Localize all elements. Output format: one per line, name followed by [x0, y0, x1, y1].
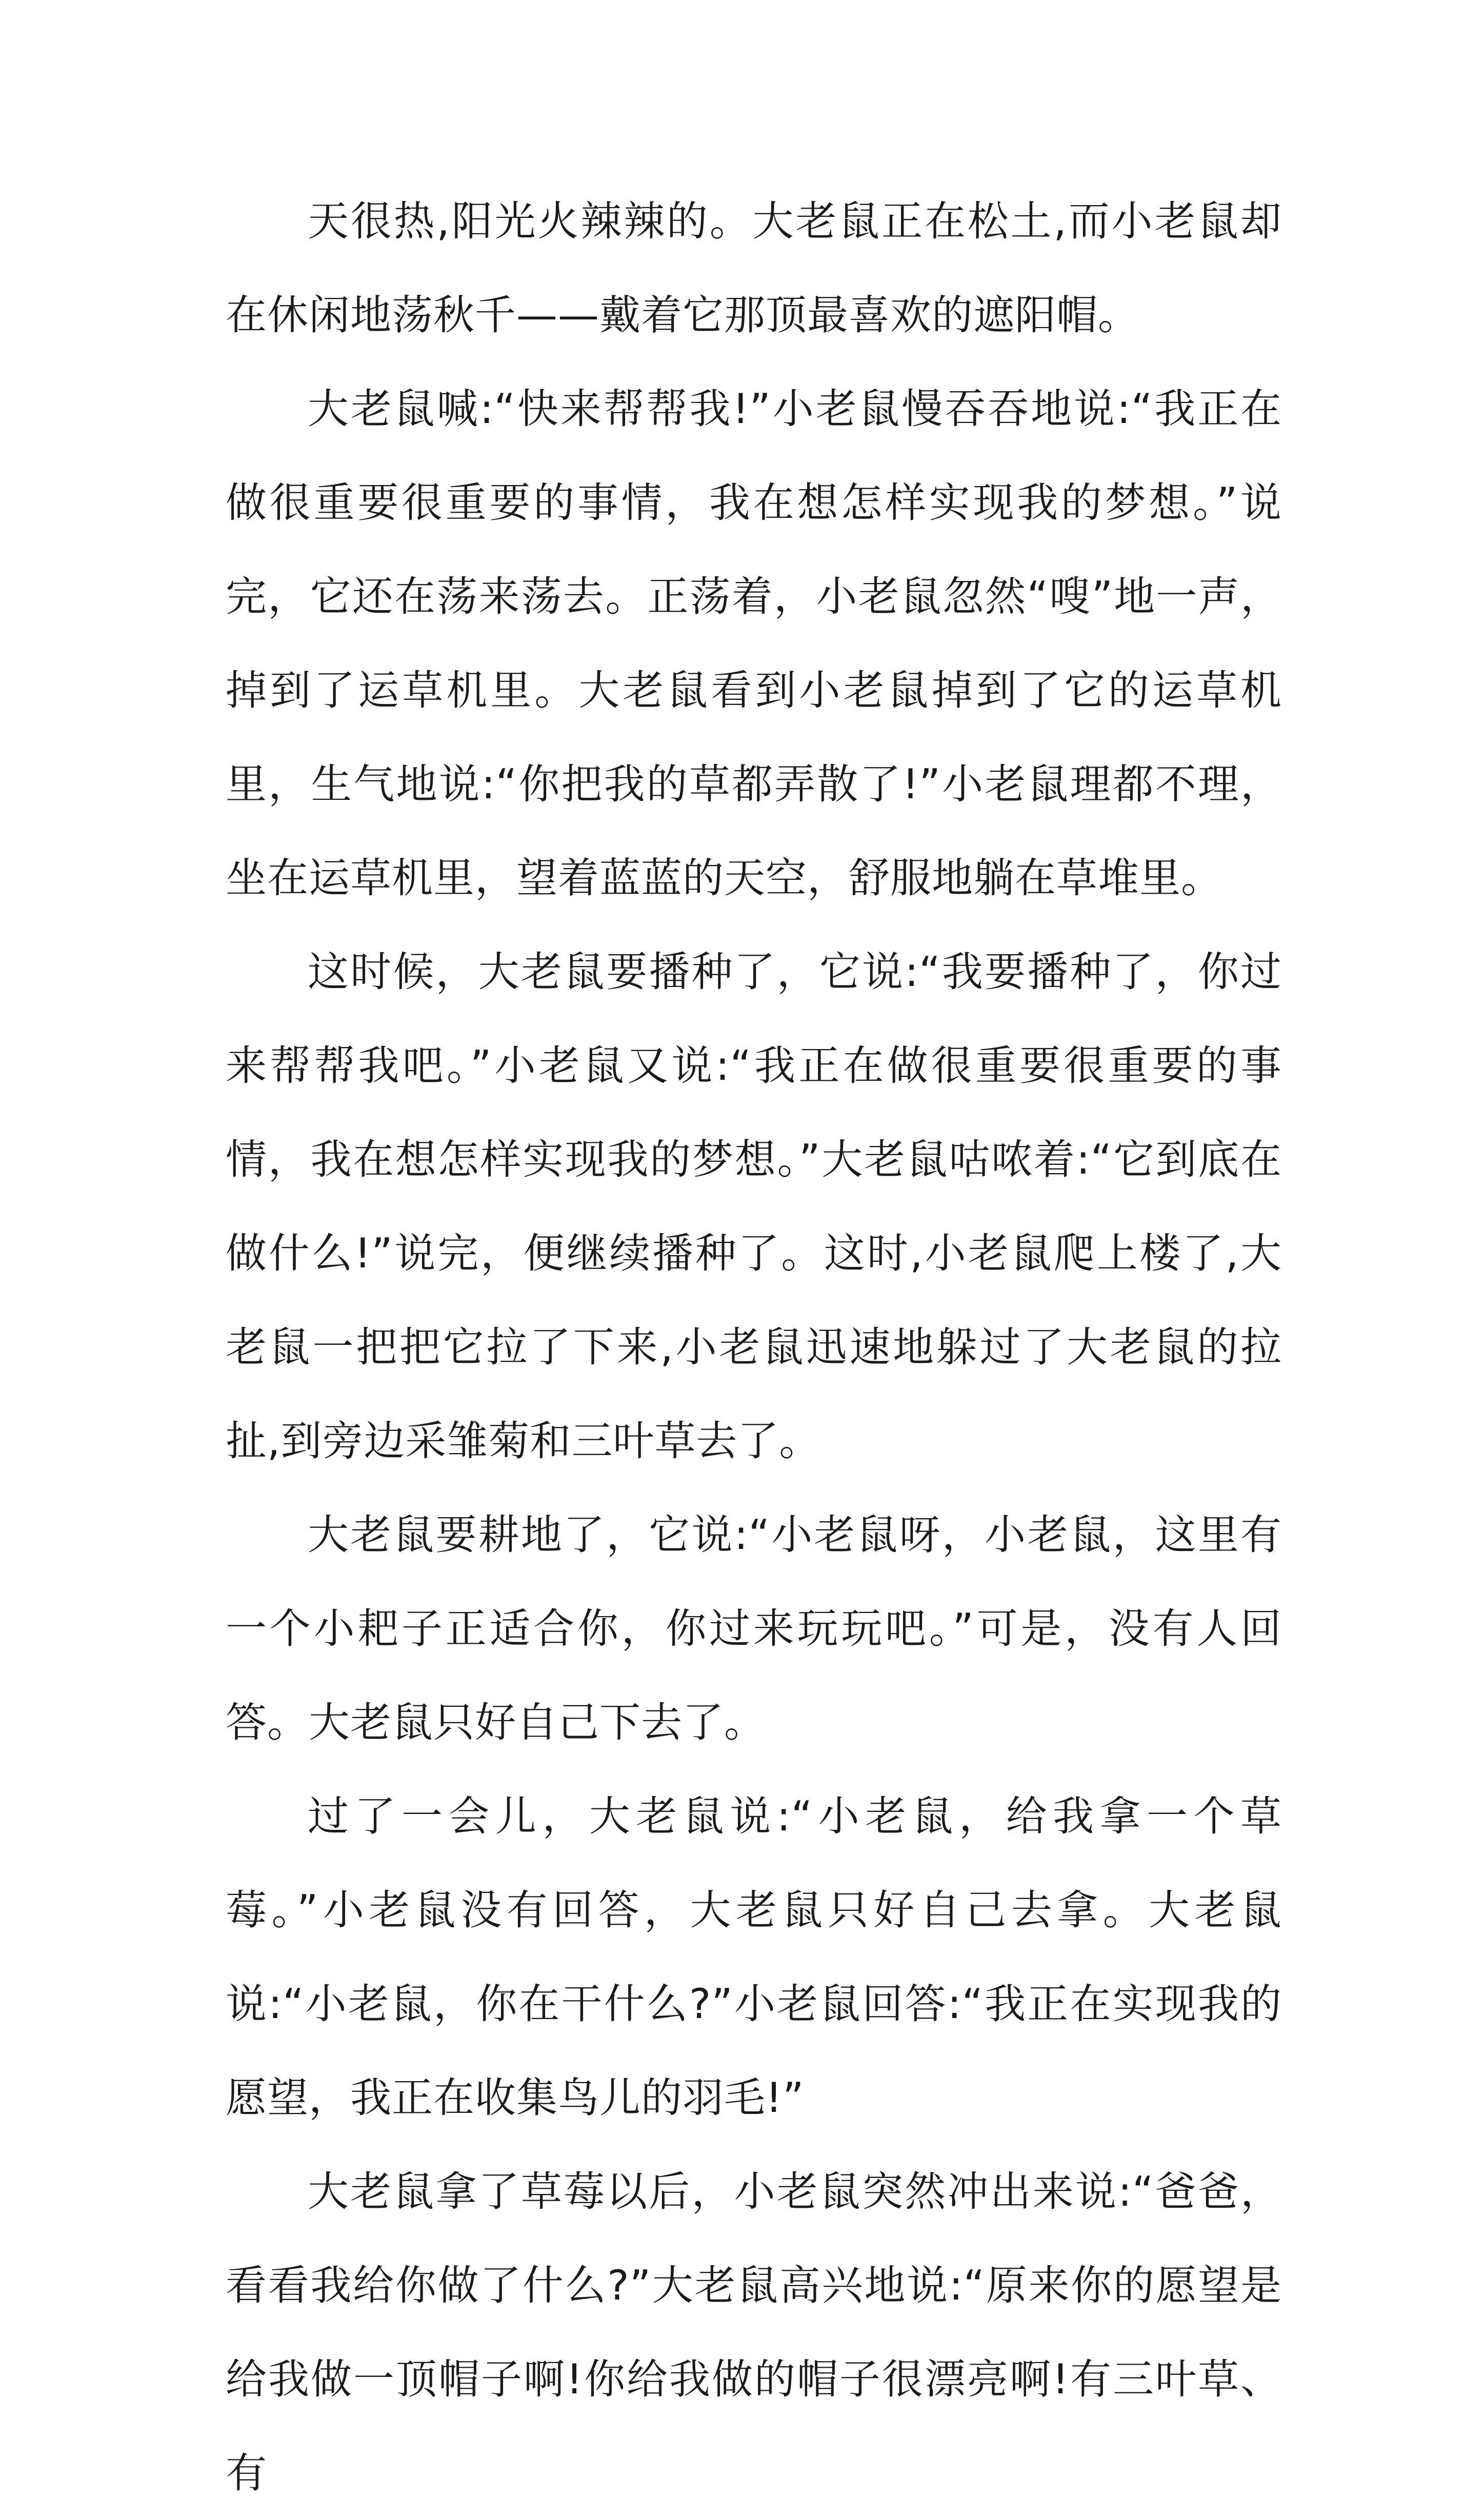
paragraph-6: 大老鼠拿了草莓以后，小老鼠突然冲出来说:“爸爸，看看我给你做了什么?”大老鼠高兴地说:“原来你的愿望是给我做一顶帽子啊!你给我做的帽子很漂亮啊!有三叶草、有	[226, 2168, 1282, 2497]
paragraph-1: 天很热,阳光火辣辣的。大老鼠正在松土,而小老鼠却在休闲地荡秋千——戴着它那顶最喜欢的遮阳帽。	[226, 197, 1282, 339]
paragraph-5: 过了一会儿，大老鼠说:“小老鼠，给我拿一个草莓。”小老鼠没有回答，大老鼠只好自己去拿。大老鼠说:“小老鼠，你在干什么?”小老鼠回答:“我正在实现我的愿望，我正在收集鸟儿的羽毛!”	[226, 1792, 1282, 2122]
story-body	[226, 174, 1282, 2520]
paragraph-4: 大老鼠要耕地了，它说:“小老鼠呀，小老鼠，这里有一个小耙子正适合你，你过来玩玩吧。”可是，没有人回答。大老鼠只好自己下去了。	[226, 1511, 1282, 1746]
paragraph-3: 这时候，大老鼠要播种了，它说:“我要播种了，你过来帮帮我吧。”小老鼠又说:“我正在做很重要很重要的事情，我在想怎样实现我的梦想。”大老鼠咕哝着:“它到底在做什么!”说完，便继续播种了。这时,小老鼠爬上楼了,大老鼠一把把它拉了下来,小老鼠迅速地躲过了大老鼠的拉扯,到旁边采雏菊和三叶草去了。	[226, 948, 1282, 1465]
paragraph-2: 大老鼠喊:“快来帮帮我!”小老鼠慢吞吞地说:“我正在做很重要很重要的事情，我在想怎样实现我的梦想。”说完，它还在荡来荡去。正荡着，小老鼠忽然“嗖”地一声，掉到了运草机里。大老鼠看到小老鼠掉到了它的运草机里，生气地说:“你把我的草都弄散了!”小老鼠理都不理，坐在运草机里，望着蓝蓝的天空，舒服地躺在草堆里。	[226, 385, 1282, 902]
